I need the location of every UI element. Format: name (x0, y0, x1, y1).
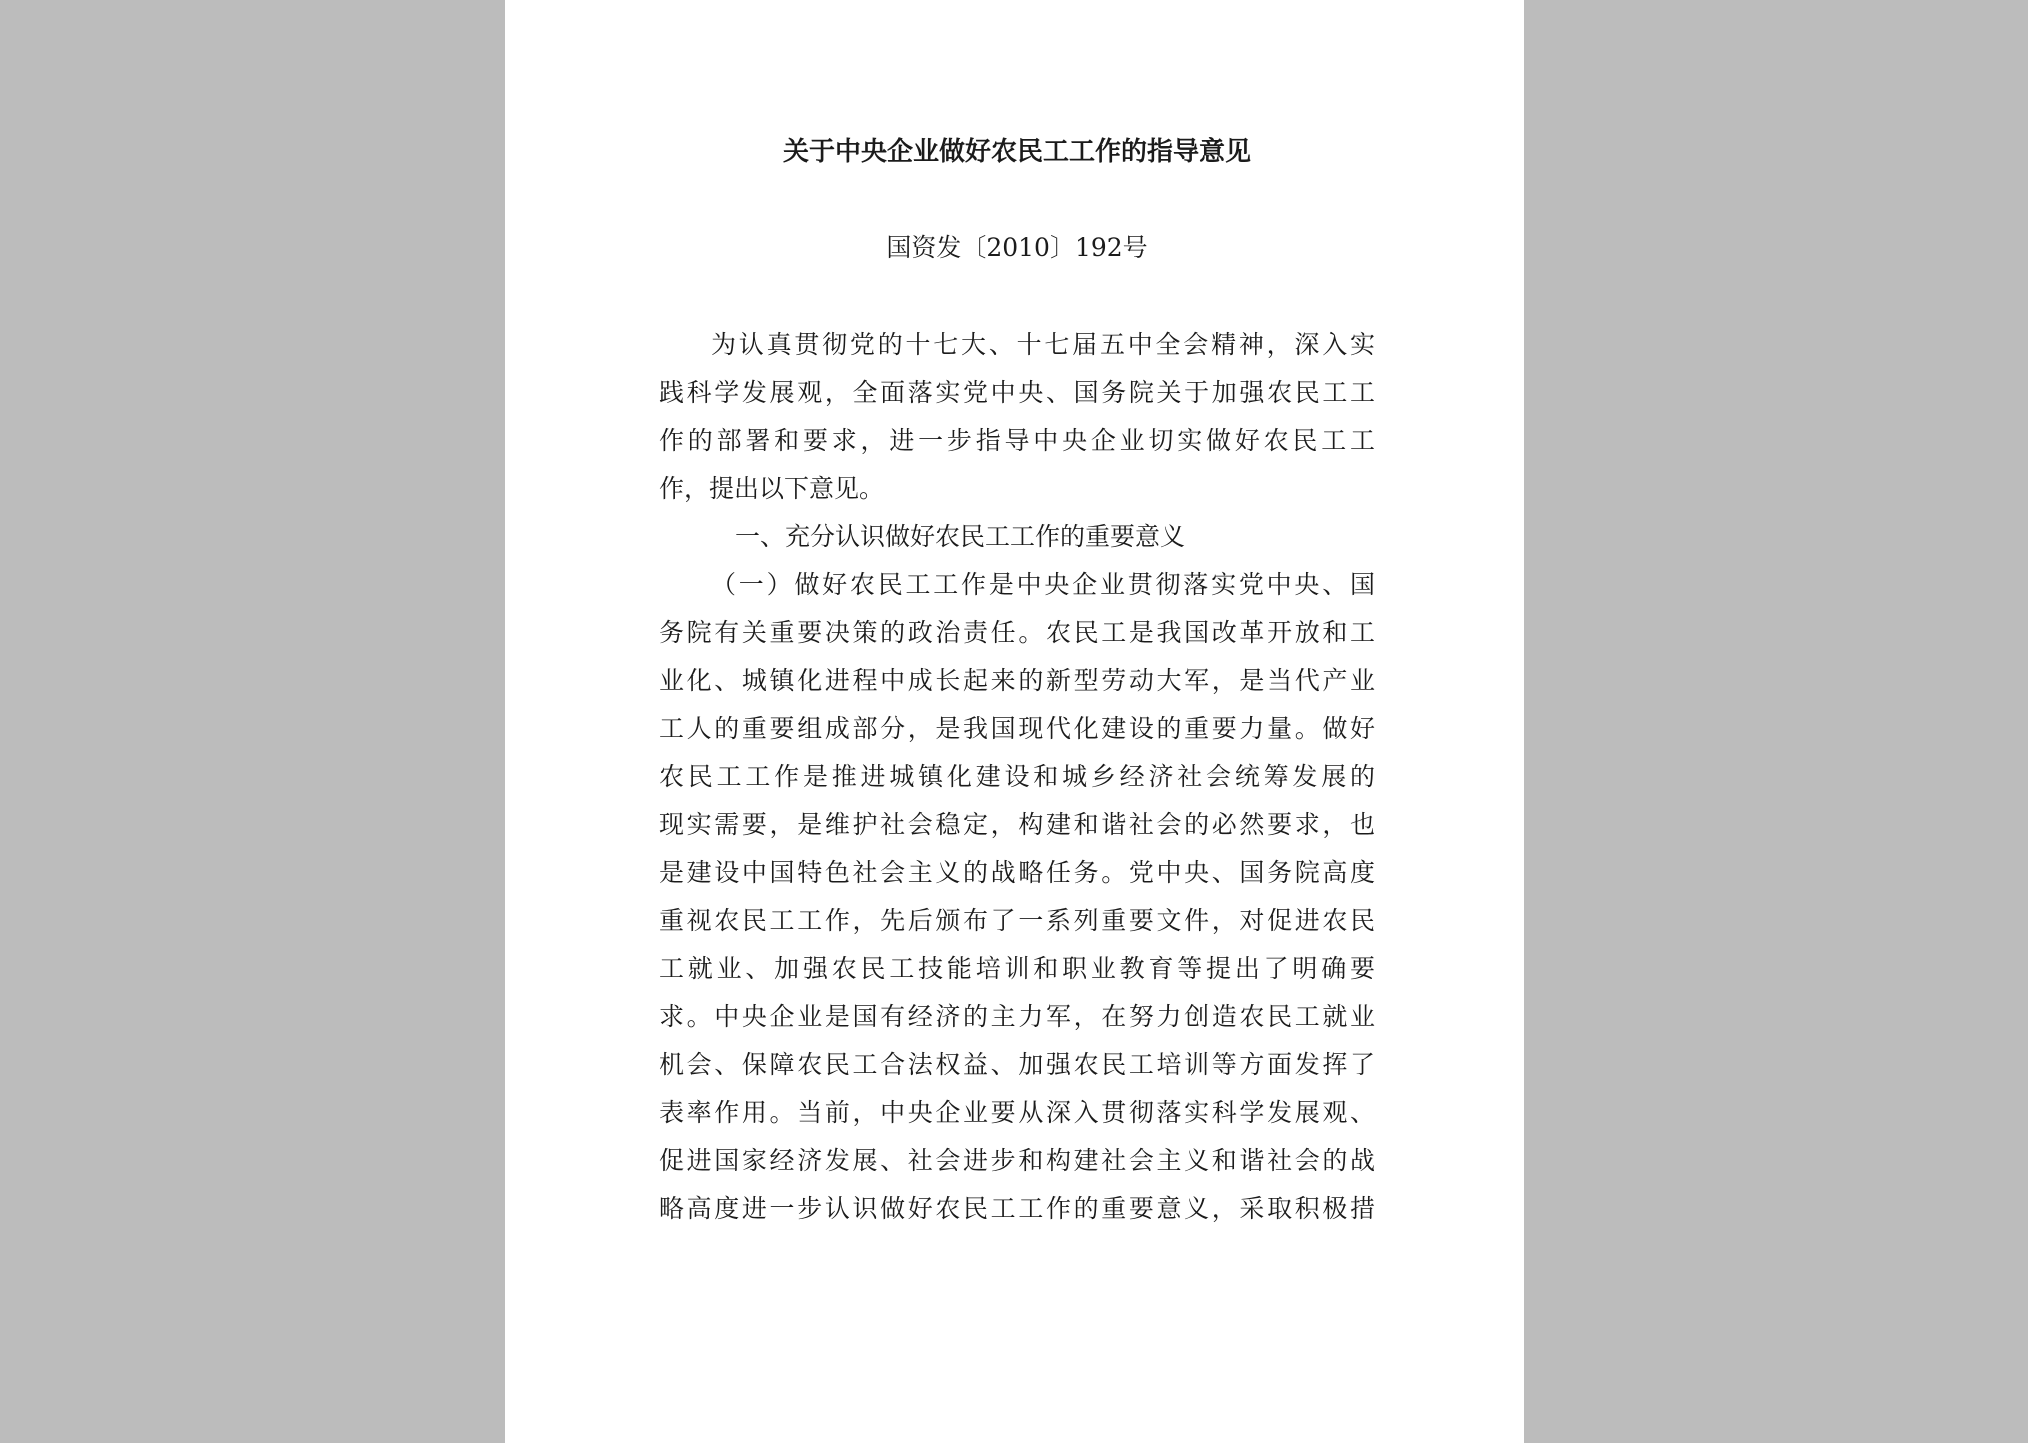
document-page (505, 0, 1524, 1443)
paragraph-line: 机会、保障农民工合法权益、加强农民工培训等方面发挥了 (659, 1050, 1375, 1079)
section-heading: 一、充分认识做好农民工工作的重要意义 (735, 522, 1186, 551)
paragraph-line: 求。中央企业是国有经济的主力军，在努力创造农民工就业 (659, 1002, 1375, 1031)
paragraph-line: 业化、城镇化进程中成长起来的新型劳动大军，是当代产业 (659, 666, 1375, 695)
paragraph-line: 为认真贯彻党的十七大、十七届五中全会精神，深入实 (711, 330, 1375, 359)
paragraph-line: 工就业、加强农民工技能培训和职业教育等提出了明确要 (659, 954, 1375, 983)
paragraph-line: 现实需要，是维护社会稳定，构建和谐社会的必然要求，也 (659, 810, 1375, 839)
document-number: 国资发〔2010〕192号 (886, 233, 1148, 262)
paragraph-line: 略高度进一步认识做好农民工工作的重要意义，采取积极措 (659, 1194, 1375, 1223)
paragraph-line: 农民工工作是推进城镇化建设和城乡经济社会统筹发展的 (659, 762, 1375, 791)
paragraph-line: 作的部署和要求，进一步指导中央企业切实做好农民工工 (659, 426, 1375, 455)
document-title: 关于中央企业做好农民工工作的指导意见 (782, 137, 1251, 167)
paragraph-line: 是建设中国特色社会主义的战略任务。党中央、国务院高度 (659, 858, 1375, 887)
paragraph-line: 作，提出以下意见。 (659, 474, 885, 503)
paragraph-line: （一）做好农民工工作是中央企业贯彻落实党中央、国 (711, 570, 1375, 599)
paragraph-line: 践科学发展观，全面落实党中央、国务院关于加强农民工工 (659, 378, 1375, 407)
paragraph-line: 务院有关重要决策的政治责任。农民工是我国改革开放和工 (659, 618, 1375, 647)
paragraph-line: 重视农民工工作，先后颁布了一系列重要文件，对促进农民 (659, 906, 1375, 935)
paragraph-line: 工人的重要组成部分，是我国现代化建设的重要力量。做好 (659, 714, 1375, 743)
paragraph-line: 促进国家经济发展、社会进步和构建社会主义和谐社会的战 (659, 1146, 1375, 1175)
paragraph-line: 表率作用。当前，中央企业要从深入贯彻落实科学发展观、 (659, 1098, 1375, 1127)
